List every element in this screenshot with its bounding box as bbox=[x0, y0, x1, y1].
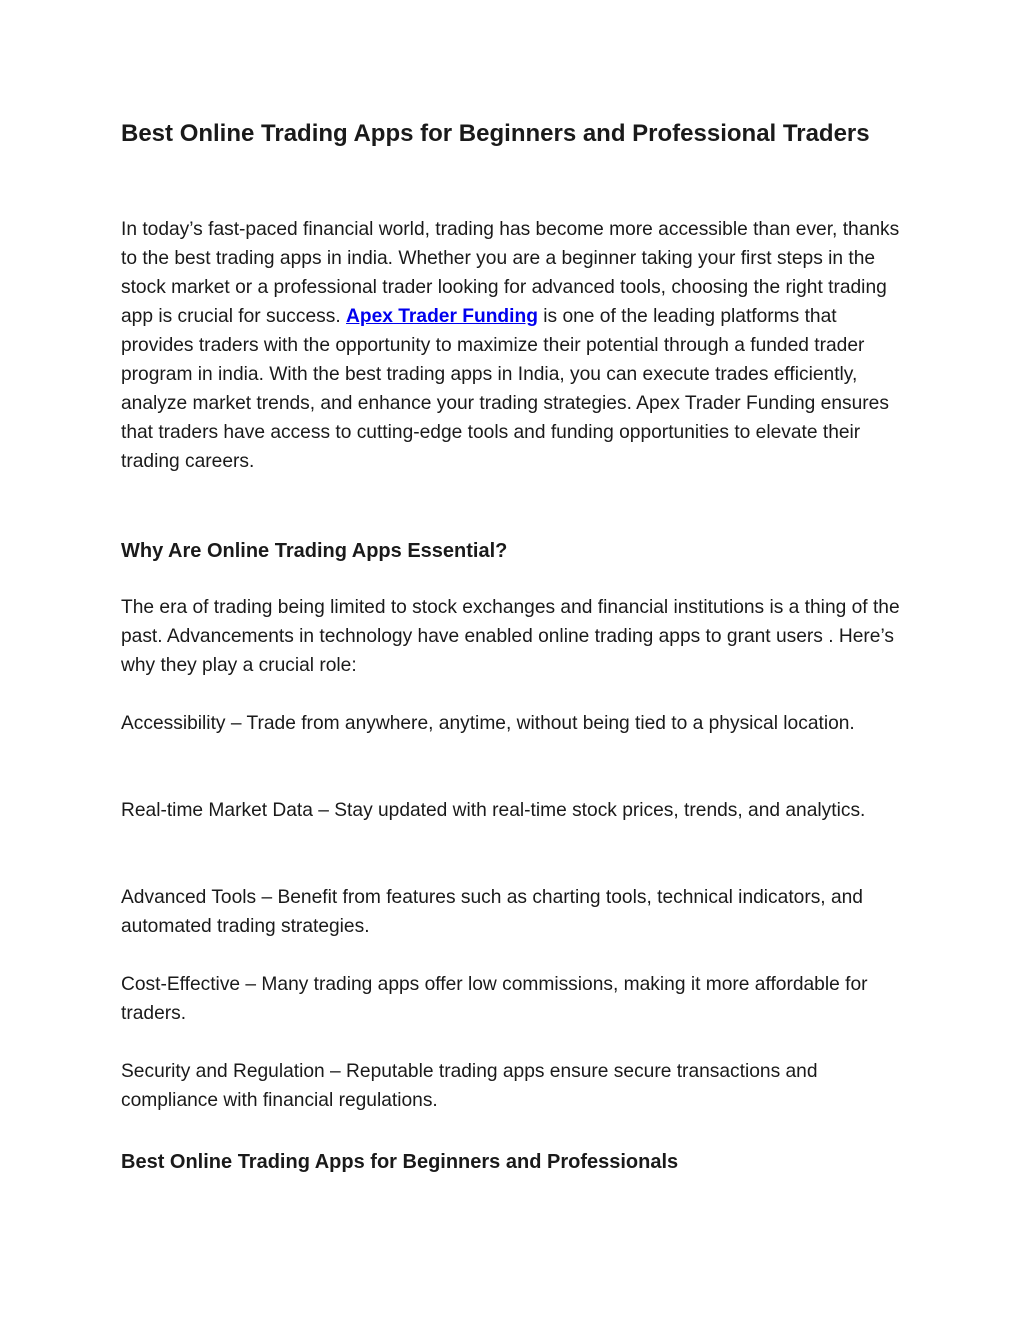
point-realtime-market-data: Real-time Market Data – Stay updated with real-time stock prices, trends, and analytics. bbox=[121, 800, 866, 821]
page-title: Best Online Trading Apps for Beginners and Professional Traders bbox=[121, 120, 870, 147]
section-heading-why-essential: Why Are Online Trading Apps Essential? bbox=[121, 540, 508, 562]
point-accessibility: Accessibility – Trade from anywhere, anytime, without being tied to a physical location. bbox=[121, 713, 855, 734]
point-advanced-tools: Advanced Tools – Benefit from features such as charting tools, technical indicators, and automated trading strategies. bbox=[121, 887, 863, 937]
section-paragraph-era: The era of trading being limited to stock exchanges and financial institutions is a thing of the past. Advancements in technology have enabled online trading apps to grant users . Here’s why they play a crucial role: bbox=[121, 597, 900, 676]
section-heading-best-apps: Best Online Trading Apps for Beginners and Professionals bbox=[121, 1151, 679, 1173]
point-security-regulation: Security and Regulation – Reputable trading apps ensure secure transactions and compliance with financial regulations. bbox=[121, 1061, 818, 1111]
intro-text-before-link: In today’s fast-paced financial world, trading has become more accessible than ever, thanks to the best trading apps in india. Whether you are a beginner taking your first steps in the stock market or a professional trader looking for advanced tools, choosing the right trading app is crucial for success. bbox=[121, 219, 900, 327]
intro-text-after-link: is one of the leading platforms that provides traders with the opportunity to maximize their potential through a funded trader program in india. With the best trading apps in India, you can execute trades efficiently, analyze market trends, and enhance your trading strategies. Apex Trader Funding ensures that traders have access to cutting-edge tools and funding opportunities to elevate their trading careers. bbox=[121, 306, 889, 472]
intro-paragraph bbox=[121, 215, 901, 476]
point-cost-effective: Cost-Effective – Many trading apps offer low commissions, making it more affordable for traders. bbox=[121, 974, 868, 1024]
apex-trader-funding-link[interactable]: Apex Trader Funding bbox=[346, 306, 538, 327]
